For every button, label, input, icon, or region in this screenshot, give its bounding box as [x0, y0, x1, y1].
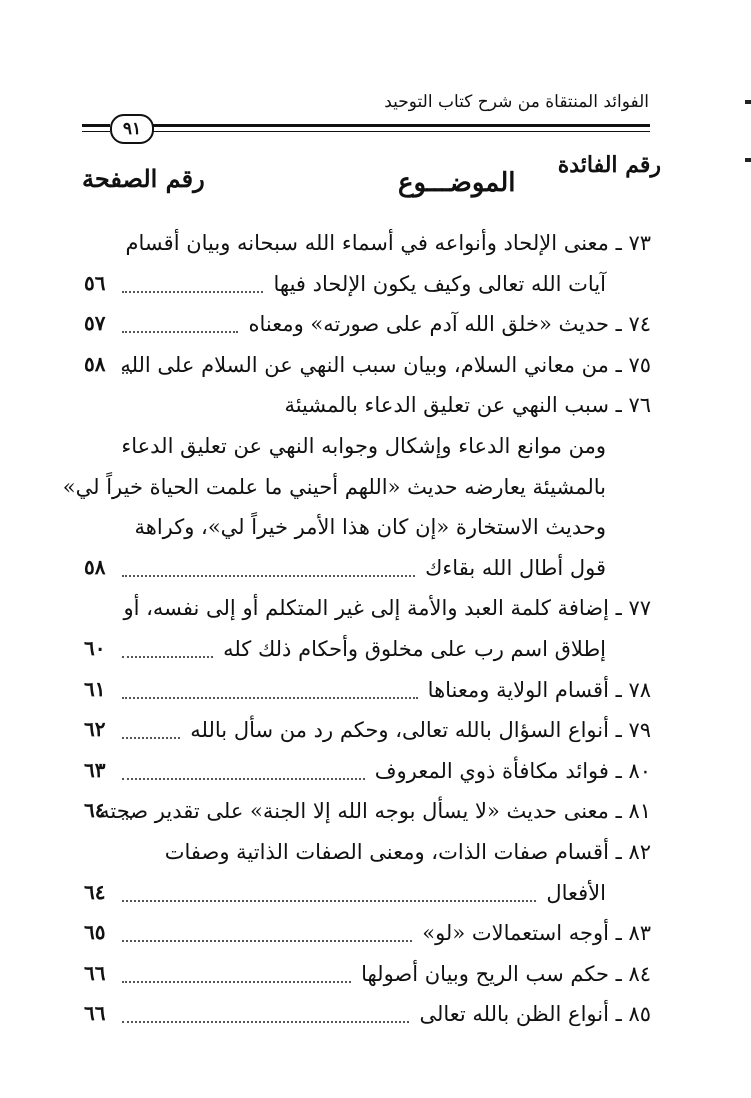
dotted-leader — [122, 737, 180, 739]
toc-entry-page: ٥٧ — [84, 311, 106, 336]
column-header-topic: الموضـــوع — [398, 168, 516, 198]
toc-entry-title: ٧٩ ـ أنواع السؤال بالله تعالى، وحكم رد من سأل بالله — [190, 718, 651, 743]
dotted-leader — [122, 818, 132, 820]
toc-entry-continuation: الأفعال — [546, 880, 606, 905]
dotted-leader — [122, 656, 213, 658]
dotted-leader — [122, 981, 351, 983]
column-header-number: رقم الفائدة — [557, 152, 661, 178]
toc-entry-title: ٨٣ ـ أوجه استعمالات «لو» — [422, 921, 651, 946]
toc-entry-continuation: إطلاق اسم رب على مخلوق وأحكام ذلك كله — [223, 637, 606, 661]
toc-entry-title: ٧٥ ـ من معاني السلام، وبيان سبب النهي عن السلام على الله — [120, 352, 651, 377]
dotted-leader — [122, 940, 412, 942]
toc-entry-page: ٥٦ — [84, 270, 106, 295]
header-rule-left — [82, 124, 110, 127]
scan-edge-mark — [745, 158, 751, 162]
page-number: ٩١ — [110, 114, 154, 144]
toc-entry-continuation: وحديث الاستخارة «إن كان هذا الأمر خيراً لي»، وكراهة — [134, 515, 606, 540]
toc-entry-title: ٨٥ ـ أنواع الظن بالله تعالى — [419, 1002, 651, 1027]
toc-entry-page: ٥٨ — [84, 351, 106, 376]
toc-entry-page: ٥٨ — [84, 554, 106, 579]
header-rule-thin — [152, 131, 650, 132]
dotted-leader — [122, 900, 536, 902]
toc-entry-page: ٦٤ — [84, 879, 106, 904]
dotted-leader — [122, 778, 365, 780]
toc-entry-page: ٦٦ — [84, 960, 106, 985]
toc-entry-title: ٧٧ ـ إضافة كلمة العبد والأمة إلى غير المتكلم أو إلى نفسه، أو — [123, 596, 651, 621]
toc-entry-title: ٨١ ـ معنى حديث «لا يسأل بوجه الله إلا الجنة» على تقدير صحته — [99, 799, 651, 824]
toc-entry-page: ٦٥ — [84, 920, 106, 945]
toc-entry-title: ٨٠ ـ فوائد مكافأة ذوي المعروف — [374, 758, 651, 783]
toc-entry-continuation: ومن موانع الدعاء وإشكال وجوابه النهي عن تعليق الدعاء — [121, 434, 606, 458]
toc-entry-title: ٧٦ ـ سبب النهي عن تعليق الدعاء بالمشيئة — [284, 393, 651, 418]
toc-entry-page: ٦١ — [84, 676, 106, 701]
toc-entry-continuation: قول أطال الله بقاءك — [425, 555, 606, 580]
running-title: الفوائد المنتقاة من شرح كتاب التوحيد — [384, 92, 649, 112]
dotted-leader — [122, 331, 238, 333]
toc-entry-page: ٦٦ — [84, 1001, 106, 1026]
dotted-leader — [122, 575, 415, 577]
header-rule — [152, 124, 650, 127]
toc-entry-continuation: آيات الله تعالى وكيف يكون الإلحاد فيها — [273, 271, 606, 296]
toc-entry-continuation: بالمشيئة يعارضه حديث «اللهم أحيني ما علمت الحياة خيراً لي» — [62, 474, 606, 499]
dotted-leader — [122, 291, 263, 293]
toc-entry-page: ٦٠ — [84, 636, 106, 660]
toc-entry-title: ٨٤ ـ حكم سب الريح وبيان أصولها — [361, 961, 651, 986]
toc-entry-title: ٧٨ ـ أقسام الولاية ومعناها — [427, 677, 651, 702]
toc-entry-title: ٧٤ ـ حديث «خلق الله آدم على صورته» ومعناه — [248, 312, 651, 337]
column-header-page: رقم الصفحة — [82, 164, 205, 193]
scan-edge-mark — [745, 100, 751, 104]
dotted-leader — [122, 372, 132, 374]
toc-entry-page: ٦٢ — [84, 717, 106, 742]
toc-entry-title: ٨٢ ـ أقسام صفات الذات، ومعنى الصفات الذاتية وصفات — [164, 840, 651, 864]
header-rule-left-thin — [82, 131, 110, 132]
toc-entry-title: ٧٣ ـ معنى الإلحاد وأنواعه في أسماء الله سبحانه وبيان أقسام — [125, 231, 651, 255]
dotted-leader — [122, 697, 418, 699]
dotted-leader — [122, 1021, 409, 1023]
toc-entry-page: ٦٤ — [84, 798, 106, 823]
toc-entry-page: ٦٣ — [84, 757, 106, 782]
